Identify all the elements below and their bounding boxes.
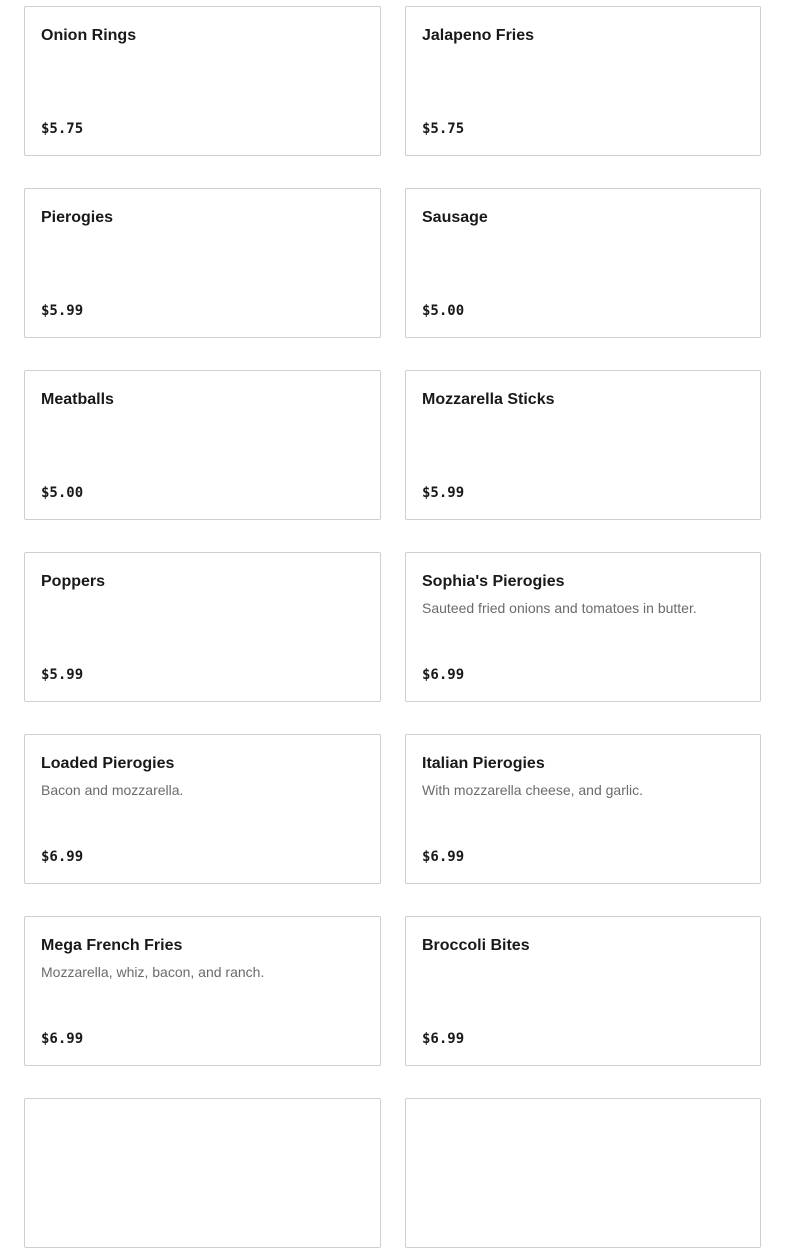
menu-item-description: Sauteed fried onions and tomatoes in butter. — [422, 600, 697, 616]
menu-item-name: Mega French Fries — [41, 937, 183, 954]
menu-item-price: $5.99 — [41, 303, 84, 319]
menu-item-price: $5.75 — [422, 121, 465, 137]
menu-item-card[interactable] — [24, 734, 381, 884]
menu-item-price: $5.75 — [41, 121, 84, 137]
menu-item-card[interactable] — [405, 370, 761, 520]
menu-item-name: Meatballs — [41, 391, 114, 408]
menu-item-card[interactable] — [405, 6, 761, 156]
menu-item-price: $6.99 — [422, 667, 465, 683]
menu-item-description: Mozzarella, whiz, bacon, and ranch. — [41, 964, 265, 980]
menu-item-price: $5.00 — [422, 303, 465, 319]
menu-item-name: Jalapeno Fries — [422, 27, 535, 44]
menu-item-card[interactable] — [405, 916, 761, 1066]
menu-item-card[interactable] — [24, 370, 381, 520]
menu-item-name: Mozzarella Sticks — [422, 391, 555, 408]
menu-item-card[interactable] — [405, 734, 761, 884]
menu-item-price: $5.99 — [422, 485, 465, 501]
menu-item-price: $5.99 — [41, 667, 84, 683]
menu-item-price: $6.99 — [41, 849, 84, 865]
menu-item-description: Bacon and mozzarella. — [41, 782, 184, 798]
menu-item-card[interactable] — [24, 188, 381, 338]
menu-item-card[interactable] — [405, 552, 761, 702]
menu-item-name: Onion Rings — [41, 27, 137, 44]
menu-item-name: Sophia's Pierogies — [422, 573, 565, 590]
menu-item-price: $6.99 — [422, 1031, 465, 1047]
menu-item-card[interactable] — [24, 1098, 381, 1248]
menu-item-price: $5.00 — [41, 485, 84, 501]
menu-item-card[interactable] — [405, 1098, 761, 1248]
menu-item-card[interactable] — [24, 6, 381, 156]
menu-item-name: Italian Pierogies — [422, 755, 545, 772]
menu-item-name: Pierogies — [41, 209, 114, 226]
menu-item-price: $6.99 — [41, 1031, 84, 1047]
menu-item-card[interactable] — [24, 916, 381, 1066]
menu-item-card[interactable] — [405, 188, 761, 338]
menu-item-name: Broccoli Bites — [422, 937, 530, 954]
menu-item-description: With mozzarella cheese, and garlic. — [422, 782, 643, 798]
menu-item-name: Sausage — [422, 209, 488, 226]
menu-item-price: $6.99 — [422, 849, 465, 865]
menu-item-name: Poppers — [41, 573, 106, 590]
menu-item-grid — [24, 6, 761, 1248]
menu-item-card[interactable] — [24, 552, 381, 702]
menu-item-name: Loaded Pierogies — [41, 755, 175, 772]
